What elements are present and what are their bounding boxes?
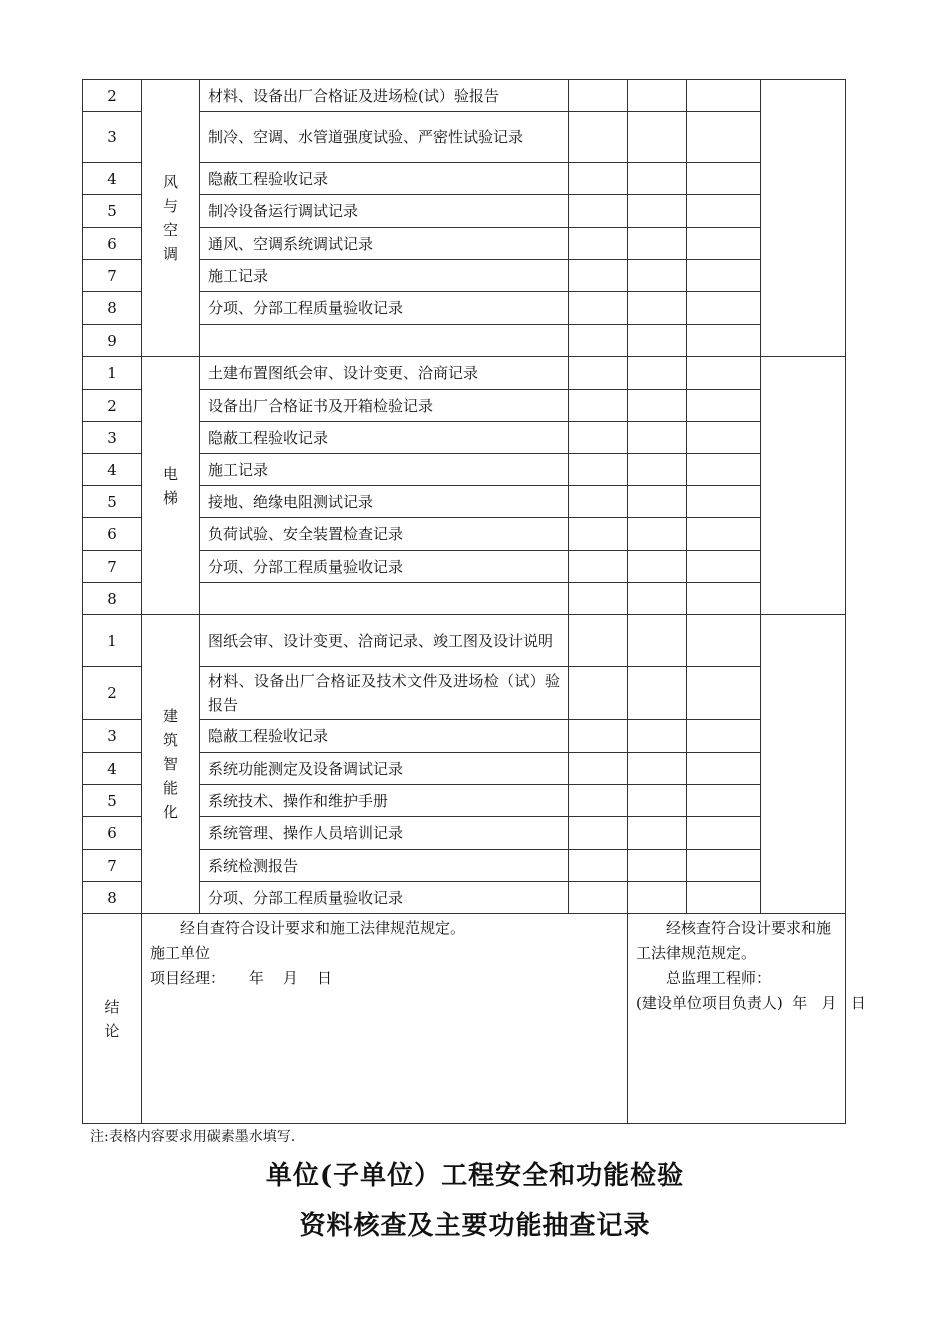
- blank-cell[interactable]: [628, 667, 687, 720]
- blank-cell[interactable]: [687, 325, 761, 357]
- blank-cell[interactable]: [569, 850, 628, 882]
- item-name: 施工记录: [200, 260, 569, 292]
- blank-cell[interactable]: [687, 486, 761, 518]
- blank-cell[interactable]: [687, 390, 761, 422]
- blank-cell[interactable]: [687, 720, 761, 753]
- blank-cell[interactable]: [687, 518, 761, 551]
- row-number: 6: [83, 817, 142, 850]
- item-name: 负荷试验、安全装置检查记录: [200, 518, 569, 551]
- conclusion-row: [83, 914, 846, 1124]
- item-name: 系统技术、操作和维护手册: [200, 785, 569, 817]
- page-title-line-2: 资料核查及主要功能抽查记录: [299, 1211, 651, 1241]
- blank-cell[interactable]: [569, 357, 628, 390]
- table-row: [83, 357, 846, 390]
- blank-cell[interactable]: [628, 785, 687, 817]
- category-cell: [142, 357, 200, 615]
- contractor-unit: 施工单位: [150, 944, 211, 962]
- supervisor-statement: 经核查符合设计要求和施工法律规范规定。: [636, 919, 832, 962]
- blank-cell[interactable]: [687, 292, 761, 325]
- category-label: 风与空调: [162, 173, 178, 263]
- item-name: 分项、分部工程质量验收记录: [200, 292, 569, 325]
- item-name: 制冷设备运行调试记录: [200, 195, 569, 228]
- blank-cell[interactable]: [628, 260, 687, 292]
- blank-cell[interactable]: [628, 753, 687, 785]
- item-name: 分项、分部工程质量验收记录: [200, 882, 569, 914]
- row-number: 2: [83, 390, 142, 422]
- blank-cell[interactable]: [687, 163, 761, 195]
- row-number: 7: [83, 850, 142, 882]
- conclusion-label: 结论: [104, 997, 120, 1040]
- blank-cell[interactable]: [569, 292, 628, 325]
- blank-cell[interactable]: [569, 80, 628, 112]
- row-number: 4: [83, 454, 142, 486]
- item-name: 隐蔽工程验收记录: [200, 422, 569, 454]
- item-name: 制冷、空调、水管道强度试验、严密性试验记录: [200, 112, 569, 163]
- table-row: [83, 80, 846, 112]
- blank-cell[interactable]: [628, 518, 687, 551]
- blank-cell[interactable]: [628, 390, 687, 422]
- blank-cell[interactable]: [628, 583, 687, 615]
- blank-cell[interactable]: [687, 882, 761, 914]
- item-name: 系统检测报告: [200, 850, 569, 882]
- page-title-line-1: 单位(子单位）工程安全和功能检验: [265, 1161, 685, 1191]
- row-number: 4: [83, 163, 142, 195]
- blank-cell[interactable]: [687, 357, 761, 390]
- row-number: 6: [83, 228, 142, 260]
- item-name: 隐蔽工程验收记录: [200, 163, 569, 195]
- blank-cell[interactable]: [569, 195, 628, 228]
- row-number: 5: [83, 785, 142, 817]
- item-name: [200, 325, 569, 357]
- contractor-conclusion: [142, 914, 628, 1124]
- blank-cell[interactable]: [628, 817, 687, 850]
- blank-cell[interactable]: [628, 80, 687, 112]
- records-table: [82, 79, 866, 1124]
- row-number: 3: [83, 720, 142, 753]
- blank-cell[interactable]: [687, 454, 761, 486]
- row-number: 9: [83, 325, 142, 357]
- supervisor-signature-line: (建设单位项目负责人) 年 月 日: [636, 994, 866, 1012]
- blank-cell[interactable]: [569, 260, 628, 292]
- table-row: [83, 615, 846, 667]
- blank-cell[interactable]: [569, 667, 628, 720]
- blank-merged-cell[interactable]: [761, 80, 846, 357]
- blank-cell[interactable]: [687, 615, 761, 667]
- blank-cell[interactable]: [628, 357, 687, 390]
- item-name: [200, 583, 569, 615]
- blank-cell[interactable]: [628, 720, 687, 753]
- blank-cell[interactable]: [628, 486, 687, 518]
- blank-cell[interactable]: [687, 551, 761, 583]
- row-number: 7: [83, 551, 142, 583]
- category-label: 建筑智能化: [162, 707, 178, 821]
- blank-cell[interactable]: [569, 454, 628, 486]
- blank-cell[interactable]: [569, 720, 628, 753]
- blank-cell[interactable]: [628, 551, 687, 583]
- item-name: 图纸会审、设计变更、洽商记录、竣工图及设计说明: [200, 615, 569, 667]
- item-name: 系统管理、操作人员培训记录: [200, 817, 569, 850]
- item-name: 材料、设备出厂合格证及进场检(试）验报告: [200, 80, 569, 112]
- category-label: 电梯: [162, 464, 178, 507]
- blank-cell[interactable]: [628, 325, 687, 357]
- item-name: 系统功能测定及设备调试记录: [200, 753, 569, 785]
- blank-cell[interactable]: [569, 486, 628, 518]
- blank-cell[interactable]: [687, 753, 761, 785]
- blank-cell[interactable]: [569, 753, 628, 785]
- row-number: 8: [83, 583, 142, 615]
- item-name: 接地、绝缘电阻测试记录: [200, 486, 569, 518]
- row-number: 5: [83, 486, 142, 518]
- item-name: 设备出厂合格证书及开箱检验记录: [200, 390, 569, 422]
- item-name: 分项、分部工程质量验收记录: [200, 551, 569, 583]
- blank-cell[interactable]: [687, 195, 761, 228]
- blank-cell[interactable]: [628, 422, 687, 454]
- blank-cell[interactable]: [687, 228, 761, 260]
- category-cell: [142, 80, 200, 357]
- blank-cell[interactable]: [687, 850, 761, 882]
- category-cell: [142, 615, 200, 914]
- blank-cell[interactable]: [687, 785, 761, 817]
- row-number: 1: [83, 615, 142, 667]
- row-number: 8: [83, 292, 142, 325]
- row-number: 1: [83, 357, 142, 390]
- blank-cell[interactable]: [569, 615, 628, 667]
- item-name: 施工记录: [200, 454, 569, 486]
- blank-cell[interactable]: [628, 228, 687, 260]
- blank-cell[interactable]: [687, 112, 761, 163]
- blank-cell[interactable]: [628, 292, 687, 325]
- row-number: 2: [83, 80, 142, 112]
- blank-cell[interactable]: [569, 112, 628, 163]
- item-name: 材料、设备出厂合格证及技术文件及进场检（试）验报告: [200, 667, 569, 720]
- blank-cell[interactable]: [569, 518, 628, 551]
- row-number: 5: [83, 195, 142, 228]
- row-number: 7: [83, 260, 142, 292]
- blank-cell[interactable]: [569, 882, 628, 914]
- row-number: 3: [83, 112, 142, 163]
- blank-cell[interactable]: [569, 422, 628, 454]
- blank-cell[interactable]: [687, 260, 761, 292]
- blank-cell[interactable]: [687, 667, 761, 720]
- row-number: 4: [83, 753, 142, 785]
- blank-cell[interactable]: [628, 615, 687, 667]
- blank-cell[interactable]: [569, 228, 628, 260]
- footnote: 注:表格内容要求用碳素墨水填写.: [90, 1129, 296, 1145]
- blank-cell[interactable]: [569, 817, 628, 850]
- blank-cell[interactable]: [687, 422, 761, 454]
- row-number: 3: [83, 422, 142, 454]
- blank-cell[interactable]: [569, 785, 628, 817]
- conclusion-label-cell: [83, 914, 142, 1124]
- records-table-body: [83, 80, 866, 1124]
- blank-merged-cell[interactable]: [761, 357, 846, 615]
- blank-cell[interactable]: [569, 551, 628, 583]
- blank-cell[interactable]: [569, 163, 628, 195]
- blank-cell[interactable]: [687, 817, 761, 850]
- blank-cell[interactable]: [569, 583, 628, 615]
- blank-cell[interactable]: [569, 390, 628, 422]
- row-number: 2: [83, 667, 142, 720]
- item-name: 通风、空调系统调试记录: [200, 228, 569, 260]
- blank-cell[interactable]: [687, 583, 761, 615]
- blank-cell[interactable]: [628, 112, 687, 163]
- row-number: 6: [83, 518, 142, 551]
- item-name: 隐蔽工程验收记录: [200, 720, 569, 753]
- item-name: 土建布置图纸会审、设计变更、洽商记录: [200, 357, 569, 390]
- blank-cell[interactable]: [569, 325, 628, 357]
- row-number: 8: [83, 882, 142, 914]
- blank-cell[interactable]: [628, 454, 687, 486]
- blank-merged-cell[interactable]: [761, 615, 846, 914]
- supervisor-conclusion: [628, 914, 866, 1124]
- supervisor-title: 总监理工程师：: [666, 969, 772, 987]
- contractor-signature-line: 项目经理： 年 月 日: [150, 969, 332, 987]
- blank-cell[interactable]: [628, 163, 687, 195]
- contractor-statement: 经自查符合设计要求和施工法律规范规定。: [180, 919, 466, 937]
- blank-cell[interactable]: [687, 80, 761, 112]
- blank-cell[interactable]: [628, 882, 687, 914]
- blank-cell[interactable]: [628, 850, 687, 882]
- blank-cell[interactable]: [628, 195, 687, 228]
